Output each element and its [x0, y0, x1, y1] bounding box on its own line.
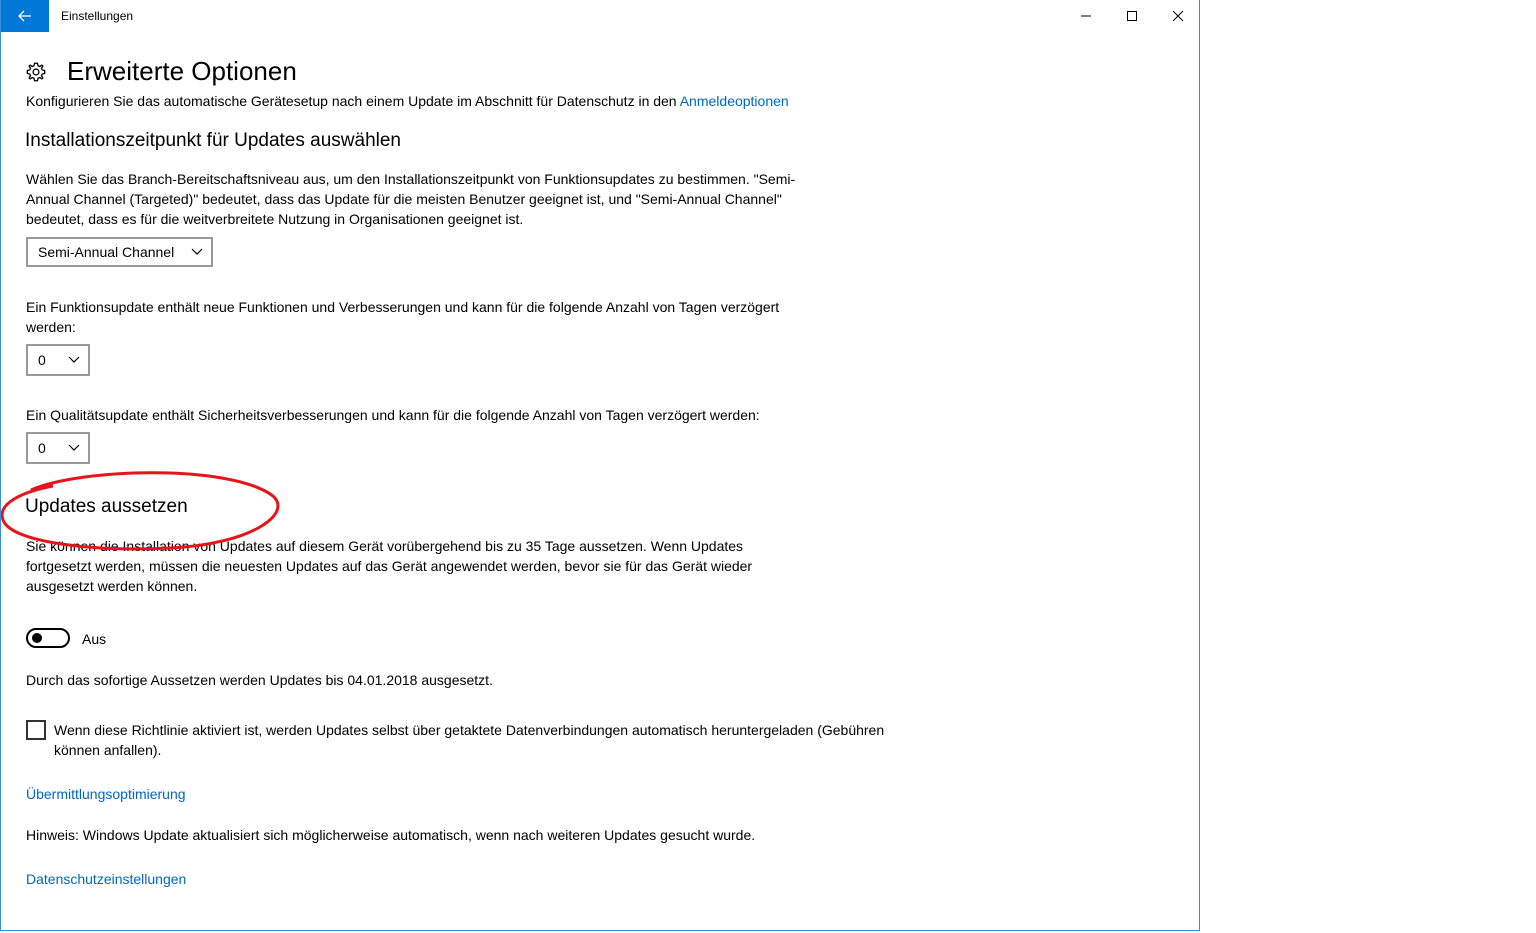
- chevron-down-icon: [68, 444, 80, 452]
- maximize-button[interactable]: [1109, 0, 1155, 32]
- window-title: Einstellungen: [61, 9, 134, 23]
- metered-connection-label: Wenn diese Richtlinie aktiviert ist, werden Updates selbst über getaktete Datenverbindungen automatisch heruntergeladen (Gebühren können anfallen).: [54, 722, 885, 758]
- back-button[interactable]: [1, 0, 49, 32]
- quality-defer-value: 0: [38, 440, 46, 456]
- intro-text-body: Konfigurieren Sie das automatische Gerätesetup nach einem Update im Abschnitt für Datenschutz in den: [26, 93, 680, 109]
- branch-description: Wählen Sie das Branch-Bereitschaftsniveau aus, um den Installationszeitpunkt von Funktionsupdates zu bestimmen. "Semi-Annual Channel (Targeted)" bedeutet, dass das Update für die meisten Benutzer geeignet ist, und "Semi-Annual Channel" bedeutet, dass es für die weitverbreitete Nutzung in Organisationen geeignet ist.: [26, 171, 796, 227]
- pause-updates-toggle[interactable]: [26, 628, 70, 648]
- feature-defer-value: 0: [38, 352, 46, 368]
- quality-defer-days-select[interactable]: [26, 432, 90, 464]
- privacy-settings-link[interactable]: Datenschutzeinstellungen: [26, 871, 187, 887]
- toggle-knob: [32, 633, 42, 643]
- page-title: Erweiterte Optionen: [67, 56, 297, 86]
- sign-in-options-link[interactable]: Anmeldeoptionen: [679, 93, 789, 109]
- branch-readiness-select[interactable]: [26, 237, 213, 267]
- auto-update-note: Hinweis: Windows Update aktualisiert sich möglicherweise automatisch, wenn nach weiteren Updates gesucht wurde.: [26, 827, 756, 843]
- maximize-icon: [1126, 10, 1138, 22]
- close-icon: [1172, 10, 1184, 22]
- branch-readiness-value: Semi-Annual Channel: [38, 244, 175, 260]
- delivery-optimization-link[interactable]: Übermittlungsoptimierung: [26, 786, 186, 802]
- minimize-icon: [1080, 10, 1092, 22]
- pause-until-text: Durch das sofortige Aussetzen werden Updates bis 04.01.2018 ausgesetzt.: [26, 672, 493, 688]
- close-button[interactable]: [1155, 0, 1201, 32]
- feature-update-description: Ein Funktionsupdate enthält neue Funktionen und Verbesserungen und kann für die folgende Anzahl von Tagen verzögert werden:: [26, 299, 780, 335]
- chevron-down-icon: [68, 356, 80, 364]
- feature-defer-days-select[interactable]: [26, 344, 90, 376]
- minimize-button[interactable]: [1063, 0, 1109, 32]
- install-section-heading: Installationszeitpunkt für Updates auswählen: [25, 130, 402, 151]
- metered-connection-checkbox[interactable]: [26, 720, 46, 740]
- chevron-down-icon: [191, 248, 203, 256]
- pause-description: Sie können die Installation von Updates auf diesem Gerät vorübergehend bis zu 35 Tage aussetzen. Wenn Updates fortgesetzt werden, müssen die neuesten Updates auf das Gerät angewendet werden, bevor sie für das Gerät wieder ausgesetzt werden können.: [26, 538, 753, 594]
- pause-section-heading: Updates aussetzen: [25, 496, 188, 517]
- gear-icon: [25, 61, 47, 83]
- arrow-left-icon: [18, 10, 32, 22]
- title-bar: [1, 0, 1199, 32]
- intro-text: [26, 93, 789, 109]
- pause-toggle-state: Aus: [82, 631, 107, 647]
- quality-update-description: Ein Qualitätsupdate enthält Sicherheitsverbesserungen und kann für die folgende Anzahl von Tagen verzögert werden:: [26, 407, 760, 423]
